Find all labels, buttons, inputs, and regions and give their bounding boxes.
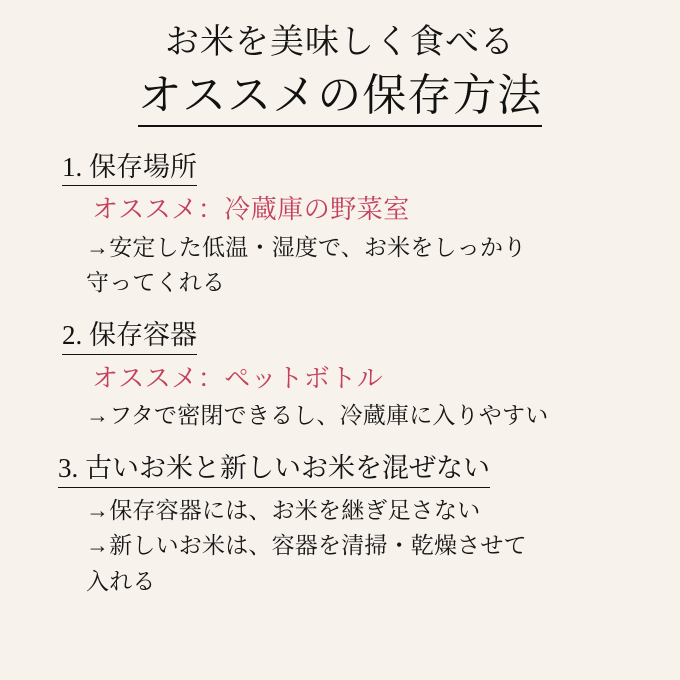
section-note-line: 守ってくれる [86,269,226,295]
section-note-line: 入れる [86,568,156,594]
section-storage-location [62,149,648,300]
section-no-mixing [58,450,648,597]
section-note-line: →保存容器には、お米を継ぎ足さない [86,497,481,523]
section-storage-container [62,317,648,432]
poster-header [26,22,654,129]
poster-subtitle: お米を美味しく食べる [165,24,515,61]
section-recommendation: オススメ：ペットボトル [92,363,384,393]
section-heading: 2. 保存容器 [62,317,197,354]
section-heading: 1. 保存場所 [62,149,197,186]
poster-title: オススメの保存方法 [138,67,543,127]
section-note-line: →フタで密閉できるし、冷蔵庫に入りやすい [86,403,549,429]
section-heading: 3. 古いお米と新しいお米を混ぜない [58,450,490,487]
section-recommendation: オススメ：冷蔵庫の野菜室 [92,195,410,225]
section-note-line: →安定した低温・湿度で、お米をしっかり [86,234,527,260]
poster-body [26,149,654,598]
section-note-line: →新しいお米は、容器を清掃・乾燥させて [86,533,527,559]
